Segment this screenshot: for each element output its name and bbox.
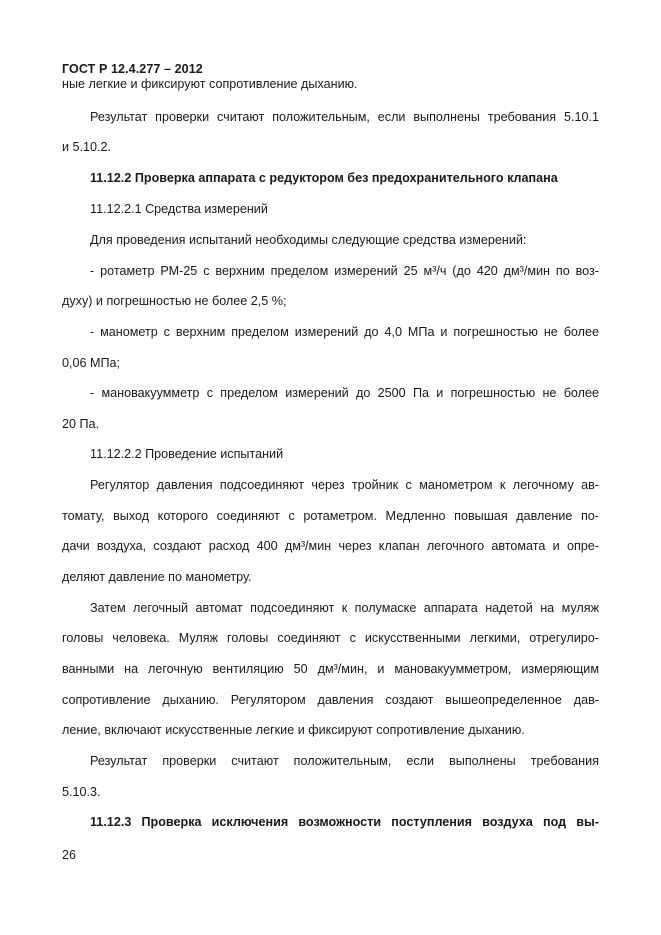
list-item: - ротаметр РМ-25 с верхним пределом измерений 25 м³/ч (до 420 дм³/мин по воз- <box>90 264 599 278</box>
subsection-heading: 11.12.2.2 Проведение испытаний <box>90 447 284 461</box>
text-line: и 5.10.2. <box>62 140 112 154</box>
text-line: 5.10.3. <box>62 785 101 799</box>
text-line: Затем легочный автомат подсоединяют к полумаске аппарата надетой на муляж <box>90 601 599 615</box>
text-line: сопротивление дыханию. Регулятором давления создают вышеопределенное дав- <box>62 693 599 707</box>
text-line: дачи воздуха, создают расход 400 дм³/мин через клапан легочного автомата и опре- <box>62 539 599 553</box>
section-heading: 11.12.3 Проверка исключения возможности поступления воздуха под вы- <box>90 815 599 829</box>
text-line: Результат проверки считают положительным, если выполнены требования <box>90 754 599 768</box>
text-line: ные легкие и фиксируют сопротивление дыханию. <box>62 77 358 91</box>
text-line: томату, выход которого соединяют с ротаметром. Медленно повышая давление по- <box>62 509 599 523</box>
text-line: Результат проверки считают положительным, если выполнены требования 5.10.1 <box>90 110 599 124</box>
text-line: Регулятор давления подсоединяют через тройник с манометром к легочному ав- <box>90 478 599 492</box>
page-number: 26 <box>62 848 76 862</box>
text-line: головы человека. Муляж головы соединяют с искусственными легкими, отрегулиро- <box>62 631 599 645</box>
text-line: 0,06 МПа; <box>62 356 121 370</box>
text-line: духу) и погрешностью не более 2,5 %; <box>62 294 287 308</box>
text-line: ванными на легочную вентиляцию 50 дм³/мин, и мановакуумметром, измеряющим <box>62 662 599 676</box>
text-line: деляют давление по манометру. <box>62 570 252 584</box>
text-line: 20 Па. <box>62 417 100 431</box>
document-header: ГОСТ Р 12.4.277 – 2012 <box>62 62 203 76</box>
subsection-heading: 11.12.2.1 Средства измерений <box>90 202 268 216</box>
section-heading: 11.12.2 Проверка аппарата с редуктором без предохранительного клапана <box>90 171 558 185</box>
text-line: Для проведения испытаний необходимы следующие средства измерений: <box>90 233 527 247</box>
text-line: ление, включают искусственные легкие и фиксируют сопротивление дыханию. <box>62 723 525 737</box>
list-item: - мановакуумметр с пределом измерений до 2500 Па и погрешностью не более <box>90 386 599 400</box>
list-item: - манометр с верхним пределом измерений до 4,0 МПа и погрешностью не более <box>90 325 599 339</box>
